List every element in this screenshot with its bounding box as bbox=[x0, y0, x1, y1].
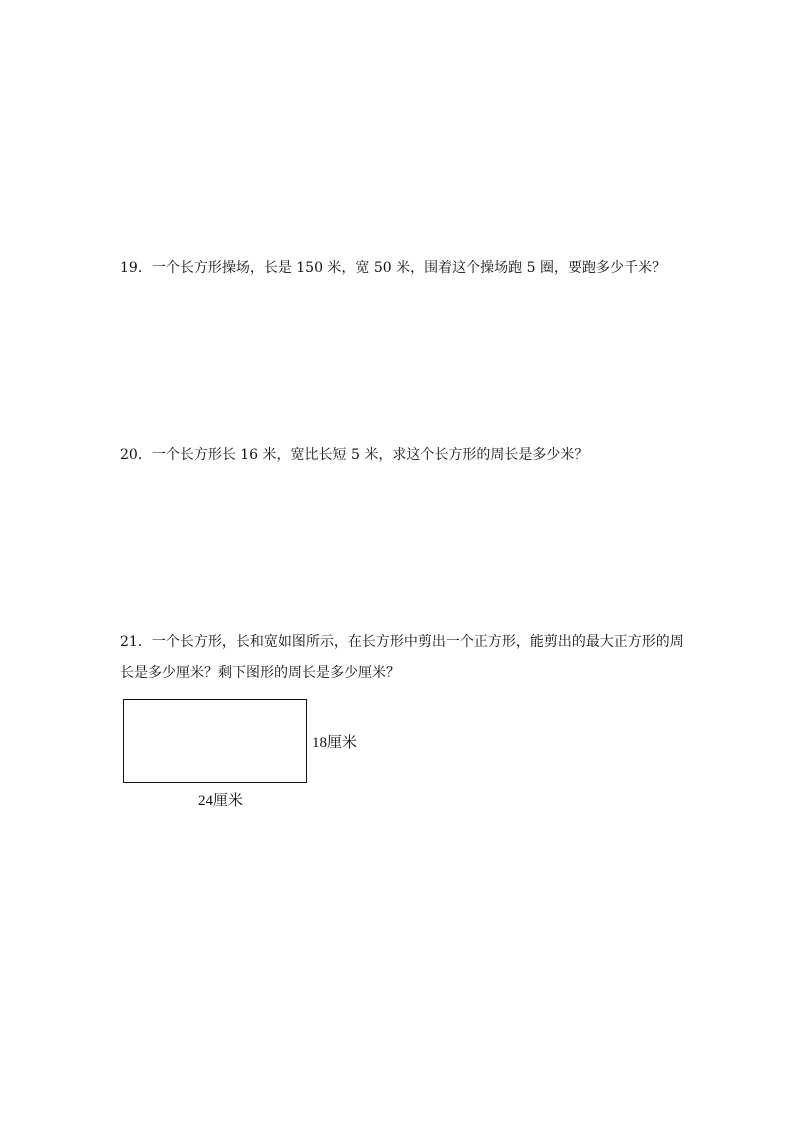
question-21: 21．一个长方形，长和宽如图所示，在长方形中剪出一个正方形，能剪出的最大正方形的周长是多少厘米？剩下图形的周长是多少厘米？ bbox=[120, 634, 684, 681]
question-20: 20．一个长方形长 16 米，宽比长短 5 米，求这个长方形的周长是多少米？ bbox=[120, 447, 589, 463]
height-label: 18厘米 bbox=[312, 735, 358, 751]
rectangle-shape bbox=[123, 699, 307, 783]
width-label: 24厘米 bbox=[198, 793, 244, 809]
rectangle-figure bbox=[123, 699, 383, 814]
question-19: 19．一个长方形操场，长是 150 米，宽 50 米，围着这个操场跑 5 圈，要跑多少千米？ bbox=[120, 260, 666, 276]
